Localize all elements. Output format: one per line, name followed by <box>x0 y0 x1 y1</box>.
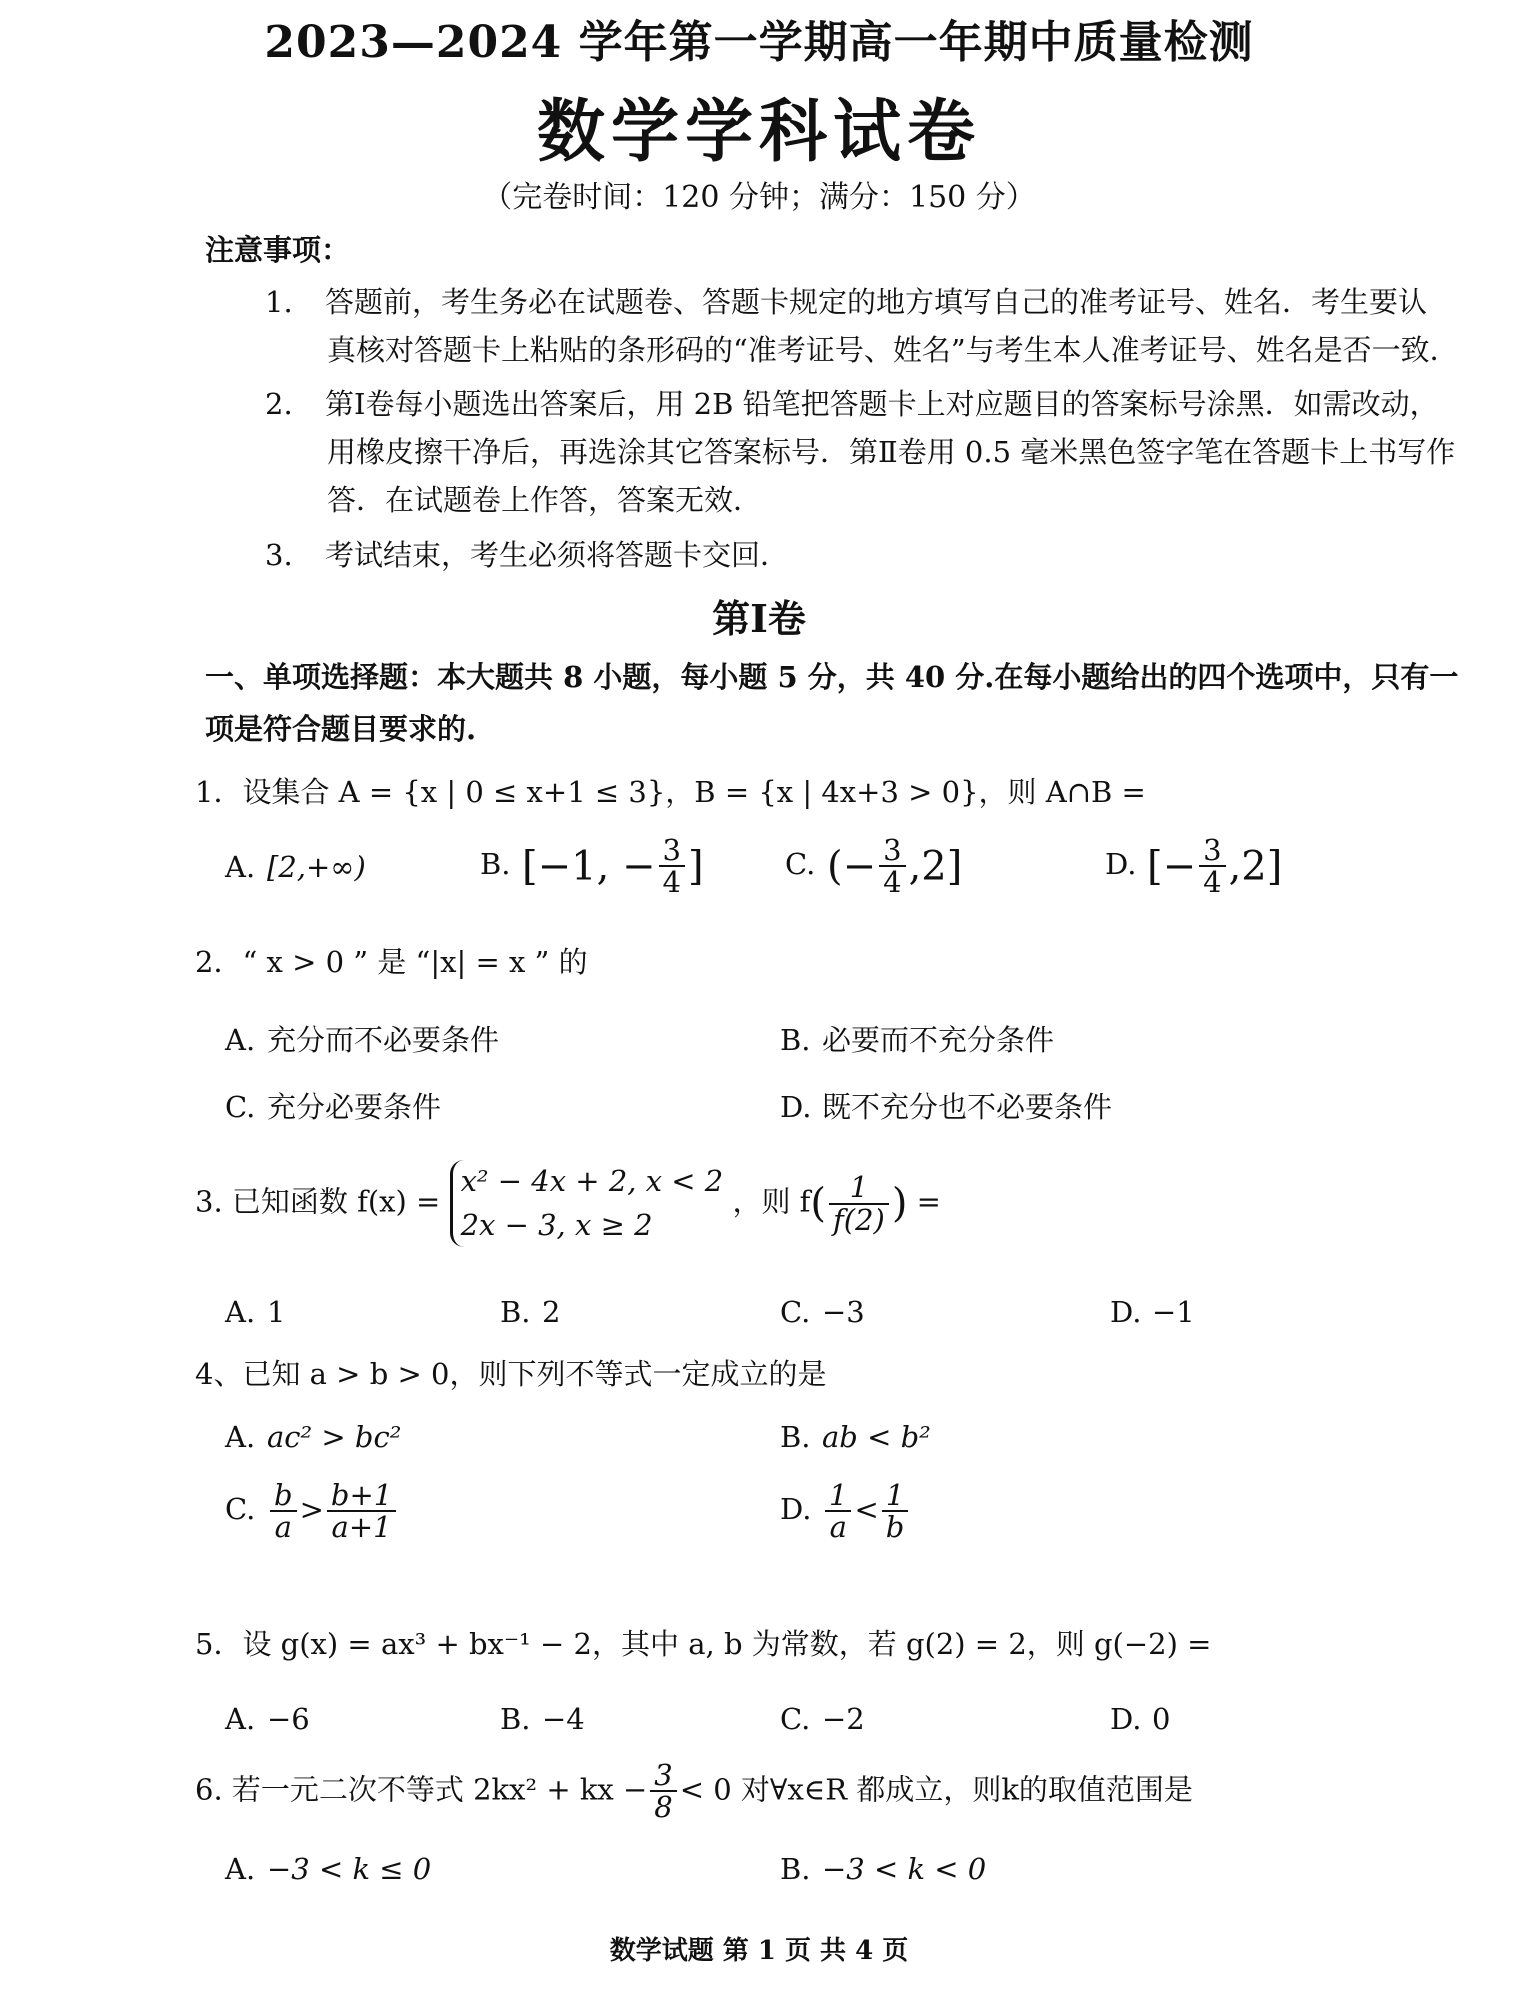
note-1-cont: 真核对答题卡上粘贴的条形码的“准考证号、姓名”与考生本人准考证号、姓名是否一致． <box>327 333 1459 367</box>
page-footer: 数学试题 第 1 页 共 4 页 <box>609 1936 909 1966</box>
question-4-stem: 4、已知 a > b > 0，则下列不等式一定成立的是 <box>195 1357 827 1391</box>
q5-option-c: C. −2 <box>780 1702 865 1736</box>
q3-option-a: A. 1 <box>225 1295 286 1329</box>
question-6-stem: 6. 若一元二次不等式 2kx² + kx − $\frac{3}{8}$ < 0 对∀x∈R 都成立，则k的取值范围是 <box>195 1758 1193 1825</box>
q2-option-a: A. 充分而不必要条件 <box>225 1023 500 1057</box>
note-number: 3. <box>265 538 293 572</box>
question-2-stem: 2．“ x > 0 ” 是 “|x| = x ” 的 <box>195 945 588 979</box>
section-title: 第Ⅰ卷 <box>712 596 806 641</box>
exam-title-line1: 2023—2024 学年第一学期高一年期中质量检测 <box>264 17 1254 68</box>
note-2-cont: 用橡皮擦干净后，再选涂其它答案标号．第Ⅱ卷用 0.5 毫米黑色签字笔在答题卡上书写作 <box>327 435 1456 469</box>
note-text: 答题前，考生务必在试题卷、答题卡规定的地方填写自己的准考证号、姓名．考生要认 <box>325 285 1428 319</box>
note-2 <box>265 382 1439 423</box>
note-3 <box>265 533 789 574</box>
note-2-cont2: 答．在试题卷上作答，答案无效． <box>327 483 763 517</box>
q3-option-d: D. −1 <box>1110 1295 1195 1329</box>
q5-option-d: D. 0 <box>1110 1702 1171 1736</box>
note-text: 考试结束，考生必须将答题卡交回． <box>325 538 790 572</box>
note-1 <box>265 280 1427 321</box>
q4-option-d: D. $\frac{1}{a}$ < $\frac{1}{b}$ <box>780 1480 911 1543</box>
q4-option-c: C. $\frac{b}{a}$ > $\frac{b+1}{a+1}$ <box>225 1480 399 1543</box>
q2-option-b: B. 必要而不充分条件 <box>780 1023 1055 1057</box>
q4-option-b: B. ab < b² <box>780 1420 931 1454</box>
q5-option-a: A. −6 <box>225 1702 310 1736</box>
q3-option-c: C. −3 <box>780 1295 865 1329</box>
exam-title-line2: 数学学科试卷 <box>536 92 981 172</box>
q2-option-d: D. 既不充分也不必要条件 <box>780 1090 1113 1124</box>
question-3-stem: 3. 已知函数 f(x) = x² − 4x + 2, x < 2 2x − 3, x ≥ 2 ，则 f( $\frac{1}{f(2)}$ ) = <box>195 1160 941 1247</box>
note-text: 第Ⅰ卷每小题选出答案后，用 2B 铅笔把答题卡上对应题目的答案标号涂黑．如需改动， <box>325 387 1439 421</box>
note-number: 1. <box>265 285 293 319</box>
part-instruction-line1: 一、单项选择题：本大题共 8 小题，每小题 5 分，共 40 分.在每小题给出的四个选项中，只有一 <box>205 660 1459 694</box>
q6-option-b: B. −3 < k < 0 <box>780 1852 987 1886</box>
q6-option-a: A. −3 < k ≤ 0 <box>225 1852 432 1886</box>
notes-heading: 注意事项： <box>205 233 351 267</box>
q4-option-a: A. ac² > bc² <box>225 1420 402 1454</box>
question-1-stem: 1．设集合 A = {x | 0 ≤ x+1 ≤ 3}，B = {x | 4x+3 > 0}，则 A∩B = <box>195 775 1146 809</box>
q1-option-b: B. [−1, − $\frac{3}{4}$ ] <box>480 833 704 900</box>
piecewise-function: x² − 4x + 2, x < 2 2x − 3, x ≥ 2 <box>450 1160 724 1247</box>
q5-option-b: B. −4 <box>500 1702 585 1736</box>
q1-option-d: D. [− $\frac{3}{4}$ ,2] <box>1105 833 1283 900</box>
q1-option-c: C. (− $\frac{3}{4}$ ,2] <box>785 833 963 900</box>
q3-option-b: B. 2 <box>500 1295 561 1329</box>
part-instruction-line2: 项是符合题目要求的. <box>205 712 477 746</box>
note-number: 2. <box>265 387 293 421</box>
q1-option-a: A. [2,+∞) <box>225 850 366 884</box>
exam-info: （完卷时间：120 分钟；满分：150 分） <box>482 180 1036 215</box>
q2-option-c: C. 充分必要条件 <box>225 1090 442 1124</box>
question-5-stem: 5．设 g(x) = ax³ + bx⁻¹ − 2，其中 a, b 为常数，若 g(2) = 2，则 g(−2) = <box>195 1627 1212 1661</box>
